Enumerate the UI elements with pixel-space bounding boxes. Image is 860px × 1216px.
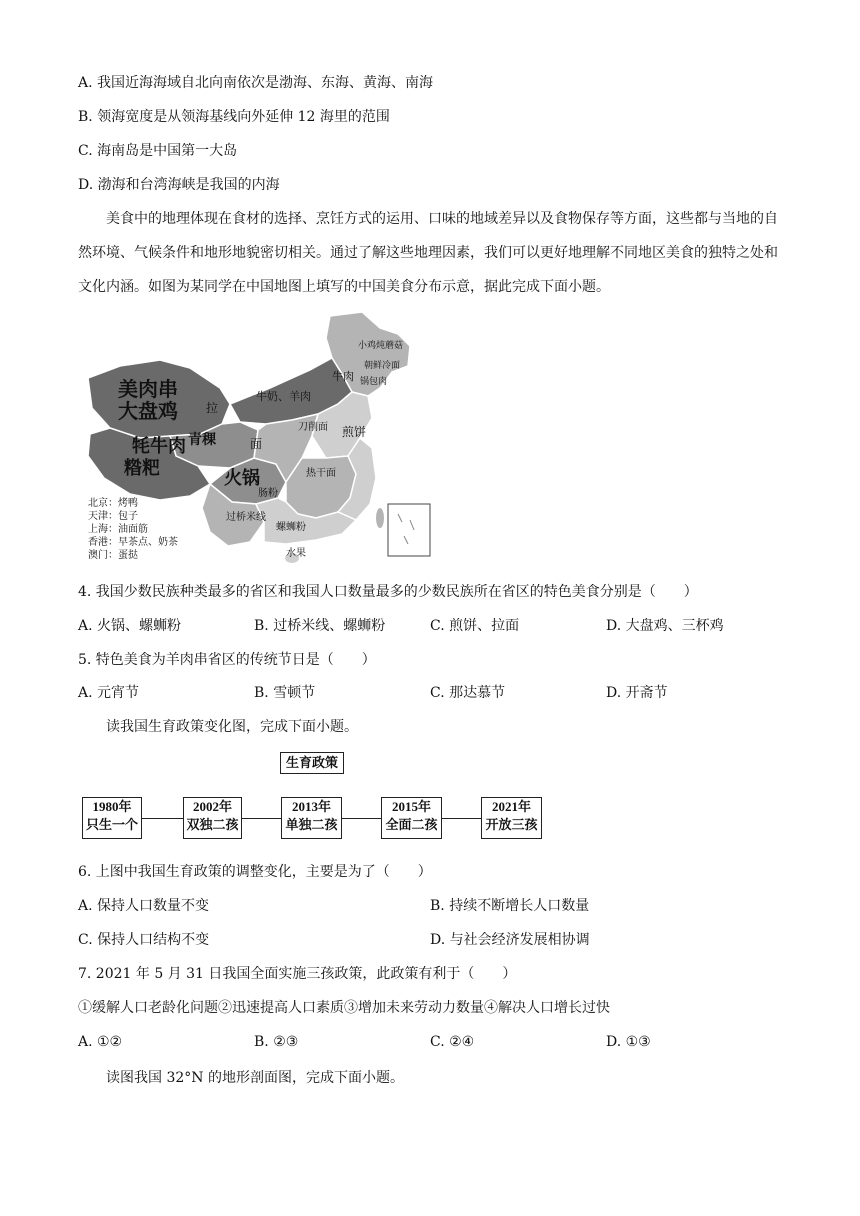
timeline-connector-2 [240,818,281,819]
timeline-item-2013 [281,797,342,839]
timeline-item-2002 [183,797,242,839]
timeline-policy: 单独二孩 [285,817,338,832]
q4-option-d: D. 大盘鸡、三杯鸡 [606,618,724,634]
timeline-item-1980 [82,797,142,839]
q6-option-c: C. 保持人口结构不变 [78,932,210,948]
q3-option-d: D. 渤海和台湾海峡是我国的内海 [78,177,280,193]
q7-statements: ①缓解人口老龄化问题②迅速提高人口素质③增加未来劳动力数量④解决人口增长过快 [78,1000,610,1016]
map-legend-shanghai: 上海：油面筋 [88,524,148,535]
south-sea-inset [388,504,430,556]
q6-option-d: D. 与社会经济发展相协调 [430,932,590,948]
map-label-dapanji: 大盘鸡 [118,399,178,423]
map-label-shuiguo: 水果 [286,548,306,559]
q6-option-b: B. 持续不断增长人口数量 [430,898,590,914]
map-label-guoqiao-mixian: 过桥米线 [226,512,266,523]
q4-stem: 4. 我国少数民族种类最多的省区和我国人口数量最多的少数民族所在省区的特色美食分别是（ ） [78,584,698,600]
timeline-connector-1 [140,818,183,819]
q5-option-d: D. 开斋节 [606,685,668,701]
map-label-la: 拉 [206,401,219,415]
q7-option-d: D. ①③ [606,1034,651,1050]
timeline-year: 2002年 [192,799,232,814]
q7-option-c: C. ②④ [430,1034,475,1050]
timeline-item-2015 [381,797,442,839]
map-label-huoguo: 火锅 [224,468,260,489]
q5-option-c: C. 那达慕节 [430,685,506,701]
map-label-changfen: 肠粉 [258,488,278,499]
map-label-luosifen: 螺蛳粉 [276,522,306,533]
map-label-maoniurou: 牦牛肉 [132,436,186,457]
map-label-niurou: 牛肉 [332,370,354,383]
timeline-item-2021 [481,797,542,839]
map-region-taiwan [376,508,384,528]
q4-option-c: C. 煎饼、拉面 [430,618,520,634]
timeline-policy: 开放三孩 [485,817,538,832]
map-label-jianbing: 煎饼 [342,425,367,439]
q3-option-b: B. 领海宽度是从领海基线向外延伸 12 海里的范围 [78,109,390,125]
timeline-connector-3 [340,818,381,819]
map-label-xiaoji-dunmogu: 小鸡炖蘑菇 [358,341,404,351]
timeline-policy: 只生一个 [85,817,138,832]
q7-option-a: A. ①② [78,1034,123,1050]
q6-option-a: A. 保持人口数量不变 [78,898,210,914]
map-label-qingke: 青稞 [188,432,216,448]
q5-stem: 5. 特色美食为羊肉串省区的传统节日是（ ） [78,652,376,668]
timeline-policy: 双独二孩 [186,817,239,832]
q3-option-c: C. 海南岛是中国第一大岛 [78,143,238,159]
profile-intro: 读图我国 32°N 的地形剖面图，完成下面小题。 [106,1070,404,1086]
map-legend-beijing: 北京：烤鸭 [88,498,138,509]
q4-option-b: B. 过桥米线、螺蛳粉 [254,618,386,634]
timeline-year: 2015年 [391,799,431,814]
q6-stem: 6. 上图中我国生育政策的调整变化，主要是为了（ ） [78,864,432,880]
map-label-niunai-yangrou: 牛奶、羊肉 [256,390,311,403]
map-label-chaoxian-lengmian: 朝鲜冷面 [364,361,401,371]
map-label-reganmian: 热干面 [306,468,336,479]
timeline-connector-4 [440,818,481,819]
food-intro: 美食中的地理体现在食材的选择、烹饪方式的运用、口味的地域差异以及食物保存等方面，这些都与当地的自然环境、气候条件和地形地貌密切相关。通过了解这些地理因素，我们可以更好地理解不同地区美食的独特之处和文化内涵。如图为某同学在中国地图上填写的中国美食分布示意，据此完成下面小题。 [78,211,778,295]
map-legend-macao: 澳门：蛋挞 [88,550,138,561]
map-label-yangrouchuan: 美肉串 [118,377,178,401]
timeline-year: 1980年 [92,799,132,814]
policy-intro: 读我国生育政策变化图，完成下面小题。 [106,719,358,735]
timeline-year: 2013年 [291,799,331,814]
q4-option-a: A. 火锅、螺蛳粉 [78,618,182,634]
map-label-zanba: 糌粑 [124,458,160,479]
map-label-guobaorou: 锅包肉 [360,377,388,387]
map-label-daoxiaomian: 刀削面 [298,422,328,433]
q7-stem: 7. 2021 年 5 月 31 日我国全面实施三孩政策，此政策有利于（ ） [78,966,517,982]
timeline-year: 2021年 [491,799,531,814]
q3-option-a: A. 我国近海海域自北向南依次是渤海、东海、黄海、南海 [78,75,434,91]
china-map-svg [80,308,440,570]
timeline-title: 生育政策 [280,752,344,774]
q7-option-b: B. ②③ [254,1034,299,1050]
q5-option-b: B. 雪顿节 [254,685,316,701]
map-legend-tianjin: 天津：包子 [88,511,138,522]
map-legend-hongkong: 香港：早茶点、奶茶 [88,537,178,548]
q5-option-a: A. 元宵节 [78,685,140,701]
map-label-mian: 面 [250,437,263,451]
china-food-map [80,308,440,570]
timeline-policy: 全面二孩 [385,817,438,832]
